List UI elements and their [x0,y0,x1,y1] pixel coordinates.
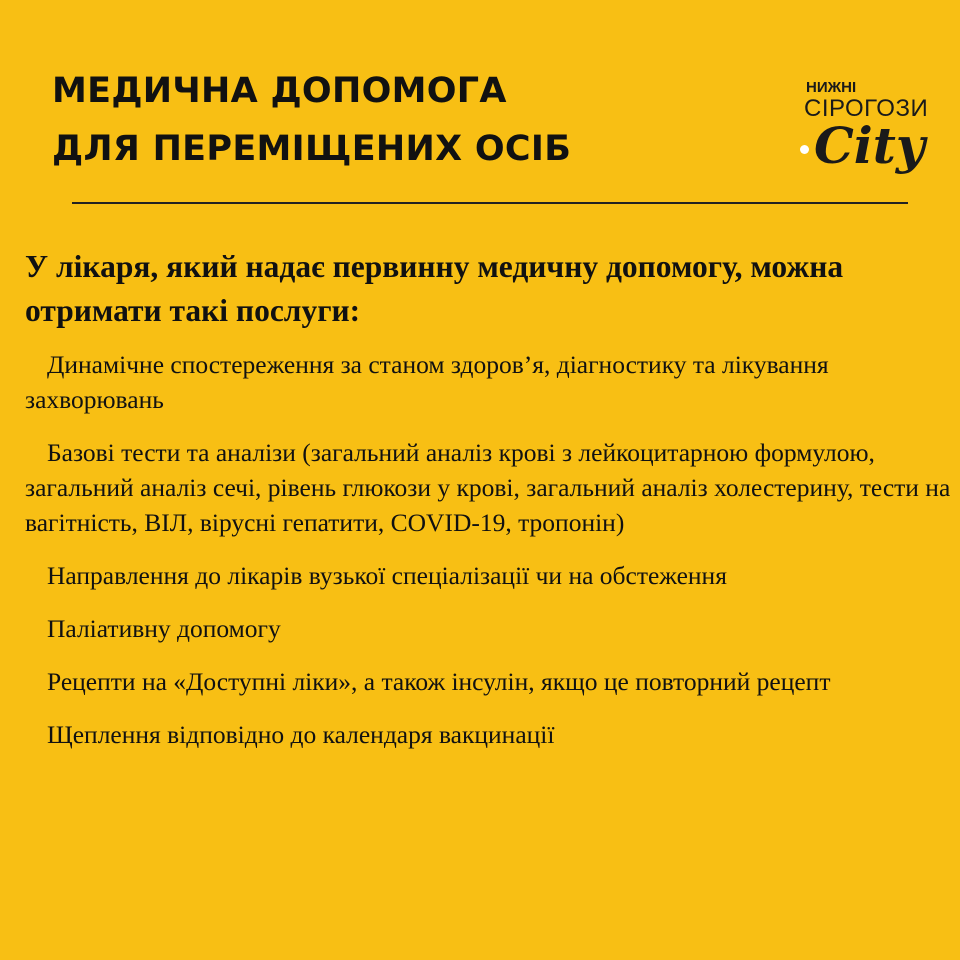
list-item: Базові тести та аналізи (загальний аналіз крові з лейкоцитарною формулою, загальний аналіз сечі, рівень глюкози у крові, загальний аналіз холестерину, тести на вагітність, ВІЛ, вірусні гепатити, COVID-19, тропонін) [25,438,951,537]
title-line-2: ДЛЯ ПЕРЕМІЩЕНИХ ОСІБ [52,129,572,169]
list-item: Щеплення відповідно до календаря вакцинації [47,720,555,749]
list-item: Паліативну допомогу [47,614,281,643]
logo-line-3: City [814,116,925,175]
header-divider [72,202,908,204]
services-heading: У лікаря, який надає первинну медичну допомогу, можна отримати такі послуги: [25,249,844,328]
page-title [52,62,571,178]
list-item: Рецепти на «Доступні ліки», а також інсулін, якщо це повторний рецепт [47,667,831,696]
list-item: Направлення до лікарів вузької спеціалізації чи на обстеження [47,561,727,590]
logo-line-1: НИЖНІ [806,79,857,96]
services-list [25,347,955,752]
logo-line-2: СІРОГОЗИ [804,95,929,122]
brand-logo [792,76,929,186]
logo-dot-icon [800,145,809,154]
title-line-1: МЕДИЧНА ДОПОМОГА [52,71,507,111]
main-content [25,245,955,770]
list-item: Динамічне спостереження за станом здоров’я, діагностику та лікування захворювань [25,350,829,414]
